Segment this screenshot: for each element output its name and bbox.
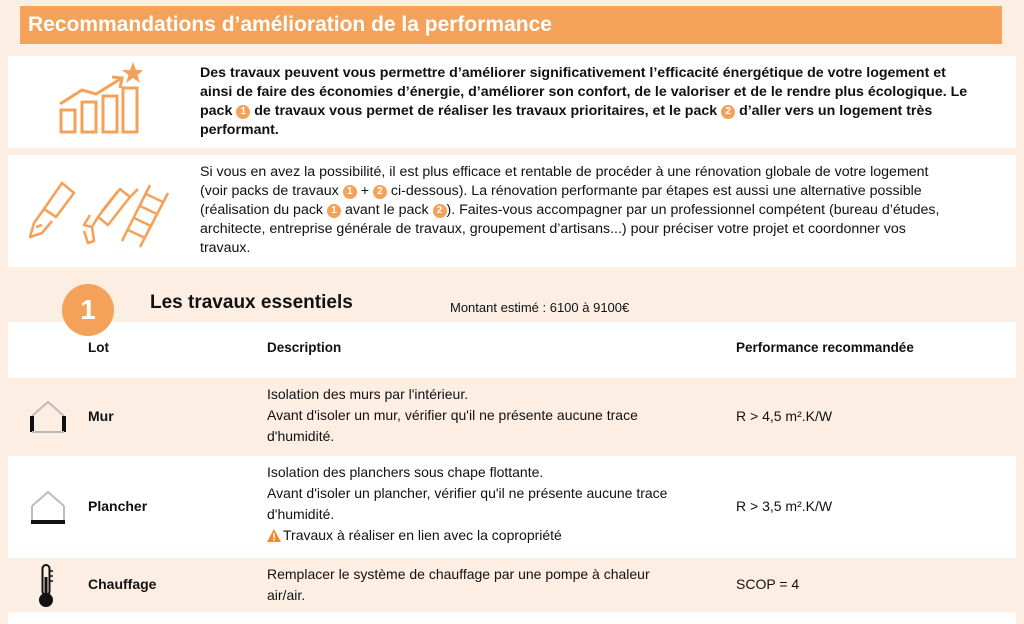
advice-text-part: +	[360, 183, 369, 199]
lot-label: Mur	[88, 408, 114, 424]
header-lot: Lot	[88, 340, 109, 355]
description-line: air/air.	[267, 587, 306, 603]
pack-1-badge: 1	[327, 204, 341, 218]
lot-label: Plancher	[88, 498, 148, 514]
description-line: Avant d'isoler un plancher, vérifier qu'il ne présente aucune trace	[267, 485, 668, 501]
description-line: Remplacer le système de chauffage par une pompe à chaleur	[267, 566, 650, 582]
description-line: d'humidité.	[267, 428, 335, 444]
header-description: Description	[267, 340, 342, 355]
advice-box	[8, 155, 1016, 267]
intro-line: ainsi de faire des économies d’énergie, d’améliorer son confort, de le valoriser et de le rendre plus écologique. Le	[200, 84, 968, 100]
warning-note	[267, 525, 737, 548]
lot-label: Chauffage	[88, 576, 157, 592]
intro-box	[8, 56, 1016, 148]
advice-line	[200, 182, 1002, 201]
advice-text	[200, 163, 1002, 258]
advice-line: travaux.	[200, 240, 251, 256]
pack-2-badge: 2	[433, 204, 447, 218]
header-performance: Performance recommandée	[736, 340, 914, 355]
advice-text-part: (réalisation du pack	[200, 202, 324, 218]
floor-house-icon	[28, 486, 68, 531]
intro-line	[200, 102, 1002, 121]
intro-text-part: de travaux vous permet de réaliser les travaux prioritaires, et le pack	[254, 103, 718, 119]
lot-performance: SCOP = 4	[736, 576, 800, 592]
pack-title: Les travaux essentiels	[150, 292, 353, 313]
description-line: Avant d'isoler un mur, vérifier qu'il ne présente aucune trace	[267, 407, 638, 423]
pack-1-badge: 1	[236, 105, 250, 119]
lot-description	[267, 564, 737, 606]
intro-line: Des travaux peuvent vous permettre d’améliorer significativement l’efficacité énergétique de votre logement et	[200, 65, 946, 81]
lot-description	[267, 384, 737, 447]
lot-performance: R > 4,5 m².K/W	[736, 408, 833, 424]
description-line: d'humidité.	[267, 506, 335, 522]
advice-line: Si vous en avez la possibilité, il est plus efficace et rentable de procéder à une rénovation globale de votre logement	[200, 164, 929, 180]
table-row	[8, 458, 1016, 550]
works-table	[8, 322, 1016, 624]
table-row	[8, 558, 1016, 612]
advice-line: architecte, entreprise générale de travaux, groupement d’artisans...) pour préciser votre projet et coordonner vos	[200, 221, 906, 237]
lot-description	[267, 462, 737, 548]
wall-house-icon	[28, 396, 68, 441]
intro-text-part: d’aller vers un logement très	[739, 103, 933, 119]
intro-text-part: pack	[200, 103, 233, 119]
advice-text-part: avant le pack	[344, 202, 429, 218]
advice-text-part: ). Faites-vous accompagner par un professionnel compétent (bureau d’études,	[446, 202, 940, 218]
description-line: Isolation des murs par l'intérieur.	[267, 386, 469, 402]
warning-text: Travaux à réaliser en lien avec la copropriété	[283, 527, 562, 543]
pack-2-badge: 2	[721, 105, 735, 119]
description-line: Isolation des planchers sous chape flottante.	[267, 464, 544, 480]
page-title: Recommandations d’amélioration de la performance	[20, 6, 1002, 44]
lot-performance: R > 3,5 m².K/W	[736, 498, 833, 514]
intro-text	[200, 64, 1002, 140]
advice-text-part: ci-dessous). La rénovation performante par étapes est aussi une alternative possible	[390, 183, 922, 199]
tools-icon	[22, 175, 182, 254]
warning-icon	[267, 527, 281, 548]
pack-1-badge: 1	[343, 185, 357, 199]
intro-line: performant.	[200, 122, 279, 138]
thermometer-icon	[36, 563, 56, 614]
growth-chart-star-icon	[22, 60, 142, 145]
advice-line	[200, 201, 1002, 220]
pack-amount: Montant estimé : 6100 à 9100€	[450, 300, 630, 315]
advice-text-part: (voir packs de travaux	[200, 183, 339, 199]
pack-2-badge: 2	[373, 185, 387, 199]
table-row	[8, 378, 1016, 456]
pack-number-badge: 1	[62, 284, 114, 336]
